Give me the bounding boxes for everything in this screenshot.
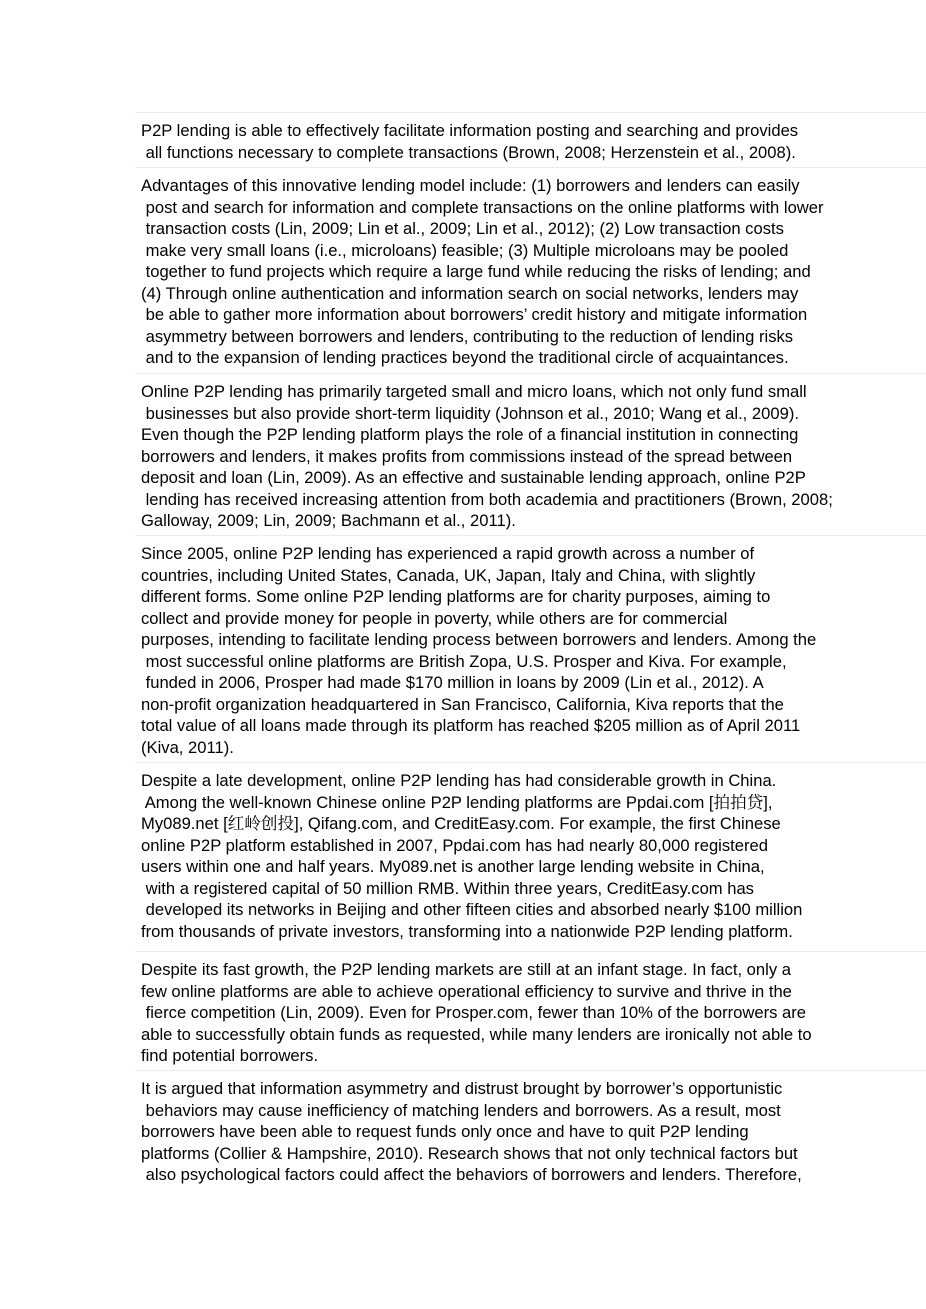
paragraph — [135, 373, 926, 535]
text-line: from thousands of private investors, transforming into a nationwide P2P lending platform. — [141, 921, 793, 941]
text-line: Despite a late development, online P2P lending has had considerable growth in China. — [141, 771, 777, 790]
text-line: fierce competition (Lin, 2009). Even for Prosper.com, fewer than 10% of the borrowers are — [141, 1003, 806, 1022]
text-line: collect and provide money for people in poverty, while others are for commercial — [141, 608, 728, 628]
text-line: make very small loans (i.e., microloans) feasible; (3) Multiple microloans may be pooled — [141, 240, 789, 260]
text-line: find potential borrowers. — [141, 1046, 319, 1065]
text-line: most successful online platforms are British Zopa, U.S. Prosper and Kiva. For example, — [141, 651, 787, 671]
text-line: asymmetry between borrowers and lenders, contributing to the reduction of lending risks — [141, 326, 794, 346]
text-line: borrowers have been able to request funds only once and have to quit P2P lending — [141, 1122, 749, 1141]
text-line: developed its networks in Beijing and other fifteen cities and absorbed nearly $100 million — [141, 900, 803, 919]
text-line: Despite its fast growth, the P2P lending markets are still at an infant stage. In fact, only a — [141, 960, 791, 979]
text-line: It is argued that information asymmetry and distrust brought by borrower’s opportunistic — [141, 1079, 783, 1098]
text-line: My089.net [红岭创投], Qifang.com, and CreditEasy.com. For example, the first Chinese — [141, 814, 781, 833]
text-line: Advantages of this innovative lending model include: (1) borrowers and lenders can easily — [141, 176, 800, 195]
text-line: post and search for information and complete transactions on the online platforms with lower — [141, 197, 824, 217]
text-line: online P2P platform established in 2007, Ppdai.com has had nearly 80,000 registered — [141, 835, 768, 855]
text-line: able to successfully obtain funds as requested, while many lenders are ironically not able to — [141, 1024, 812, 1044]
paragraph — [135, 1070, 926, 1189]
paragraph — [135, 167, 926, 372]
paragraph — [135, 535, 926, 761]
text-line: deposit and loan (Lin, 2009). As an effective and sustainable lending approach, online P2P — [141, 468, 806, 487]
text-line: purposes, intending to facilitate lending process between borrowers and lenders. Among the — [141, 630, 817, 649]
text-line: countries, including United States, Canada, UK, Japan, Italy and China, with slightly — [141, 565, 756, 585]
text-line: (4) Through online authentication and information search on social networks, lenders may — [141, 283, 799, 303]
text-line: together to fund projects which require a large fund while reducing the risks of lending; and — [141, 262, 811, 281]
text-line: transaction costs (Lin, 2009; Lin et al., 2009; Lin et al., 2012); (2) Low transaction costs — [141, 219, 784, 238]
text-line: funded in 2006, Prosper had made $170 million in loans by 2009 (Lin et al., 2012). A — [141, 673, 764, 692]
text-line: users within one and half years. My089.net is another large lending website in China, — [141, 857, 765, 876]
paragraph — [135, 112, 926, 166]
text-line: few online platforms are able to achieve operational efficiency to survive and thrive in the — [141, 981, 792, 1001]
text-line: non-profit organization headquartered in San Francisco, California, Kiva reports that the — [141, 694, 784, 714]
paragraph — [135, 762, 926, 945]
text-line: also psychological factors could affect the behaviors of borrowers and lenders. Therefore, — [141, 1165, 802, 1184]
text-line: with a registered capital of 50 million RMB. Within three years, CreditEasy.com has — [141, 878, 754, 898]
paragraph — [135, 951, 926, 1070]
text-line: businesses but also provide short-term liquidity (Johnson et al., 2010; Wang et al., 2009). — [141, 403, 799, 423]
text-line: different forms. Some online P2P lending platforms are for charity purposes, aiming to — [141, 587, 771, 606]
text-line: P2P lending is able to effectively facilitate information posting and searching and provides — [141, 121, 799, 140]
text-line: all functions necessary to complete transactions (Brown, 2008; Herzenstein et al., 2008). — [141, 142, 796, 162]
text-line: Even though the P2P lending platform plays the role of a financial institution in connecting — [141, 425, 799, 444]
text-line: borrowers and lenders, it makes profits from commissions instead of the spread between — [141, 446, 793, 466]
text-line: and to the expansion of lending practices beyond the traditional circle of acquaintances. — [141, 348, 789, 367]
text-line: be able to gather more information about borrowers’ credit history and mitigate information — [141, 305, 808, 324]
text-line: Online P2P lending has primarily targeted small and micro loans, which not only fund small — [141, 382, 807, 401]
text-line: behaviors may cause inefficiency of matching lenders and borrowers. As a result, most — [141, 1100, 781, 1120]
text-line: Since 2005, online P2P lending has experienced a rapid growth across a number of — [141, 544, 755, 563]
text-line: total value of all loans made through its platform has reached $205 million as of April 2011 — [141, 716, 801, 735]
text-line: Among the well-known Chinese online P2P lending platforms are Ppdai.com [拍拍贷], — [141, 792, 773, 812]
text-line: (Kiva, 2011). — [141, 737, 234, 757]
text-line: Galloway, 2009; Lin, 2009; Bachmann et al., 2011). — [141, 511, 516, 530]
text-line: platforms (Collier & Hampshire, 2010). Research shows that not only technical factors but — [141, 1143, 798, 1163]
text-line: lending has received increasing attention from both academia and practitioners (Brown, 2008; — [141, 489, 833, 509]
